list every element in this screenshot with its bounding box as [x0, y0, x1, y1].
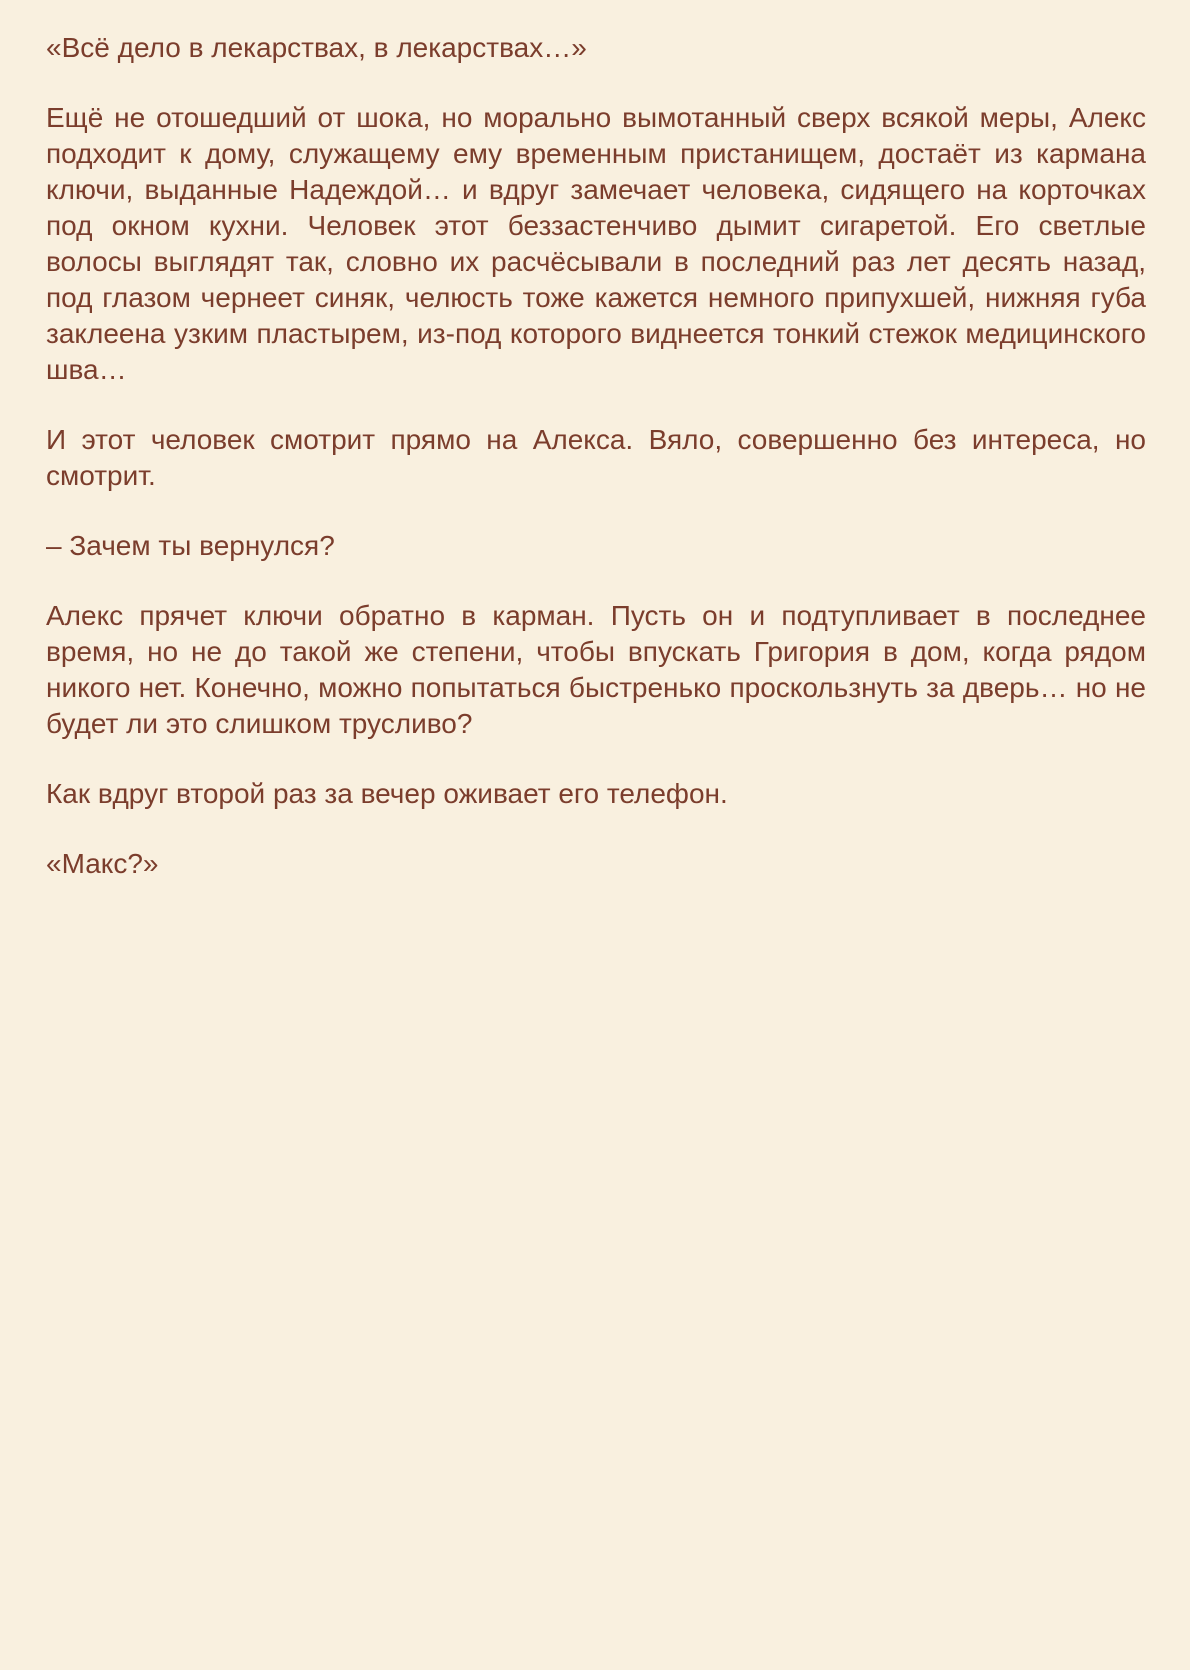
paragraph-man-looks: И этот человек смотрит прямо на Алекса. Вяло, совершенно без интереса, но смотрит.: [46, 424, 1146, 491]
paragraph-alex-arrives: Ещё не отошедший от шока, но морально вымотанный сверх всякой меры, Алекс подходит к дому, служащему ему временным пристанищем, достаёт из кармана ключи, выданные Надеждой… и вдруг замечает человека, сидящего на корточках под окном кухни. Человек этот беззастенчиво дымит сигаретой. Его светлые волосы выглядят так, словно их расчёсывали в последний раз лет десять назад, под глазом чернеет синяк, челюсть тоже кажется немного припухшей, нижняя губа заклеена узким пластырем, из-под которого виднеется тонкий стежок медицинского шва…: [46, 102, 1146, 385]
paragraph-dialogue: – Зачем ты вернулся?: [46, 530, 335, 561]
paragraph-alex-hides-keys: Алекс прячет ключи обратно в карман. Пусть он и подтупливает в последнее время, но не до такой же степени, чтобы впускать Григория в дом, когда рядом никого нет. Конечно, можно попытаться быстренько проскользнуть за дверь… но не будет ли это слишком трусливо?: [46, 600, 1146, 739]
paragraph-quote-medicine: «Всё дело в лекарствах, в лекарствах…»: [46, 32, 587, 63]
paragraph-max-question: «Макс?»: [46, 848, 159, 879]
paragraph-phone-rings: Как вдруг второй раз за вечер оживает его телефон.: [46, 778, 728, 809]
